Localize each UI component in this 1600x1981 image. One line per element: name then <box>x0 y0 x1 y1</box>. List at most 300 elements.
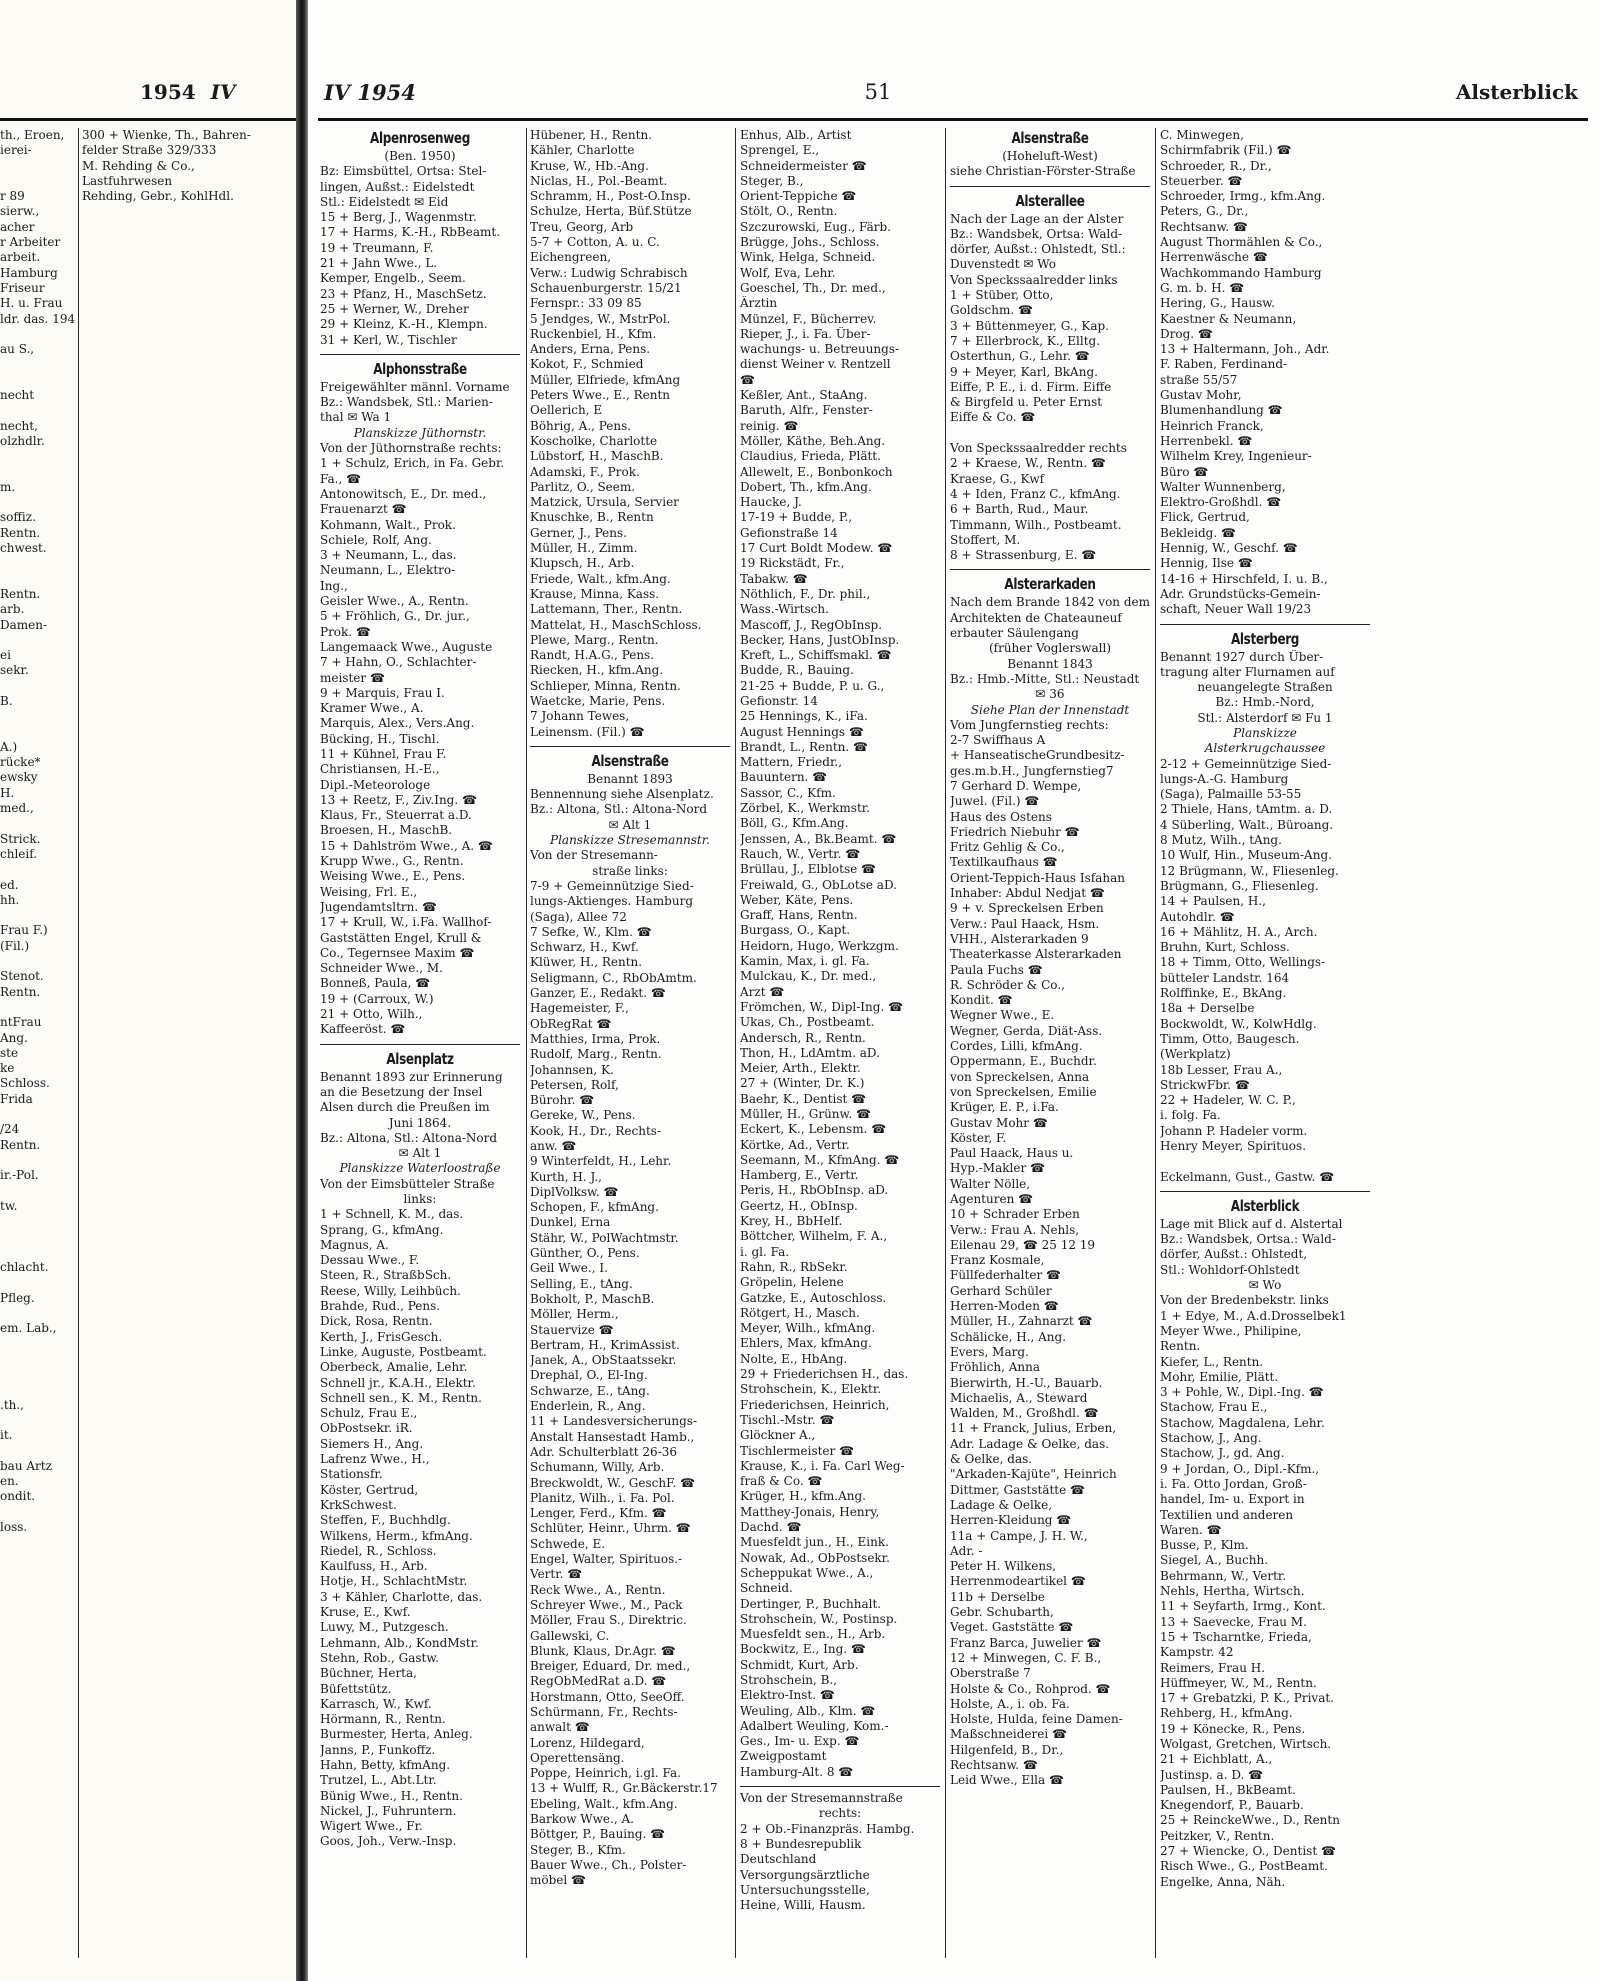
directory-entry: Adalbert Weuling, Kom.- <box>740 1718 889 1733</box>
directory-entry: 5-7 + Cotton, A. u. C. <box>530 235 660 250</box>
directory-entry: Böll, G., Kfm.Ang. <box>740 816 849 831</box>
entry-fragment <box>0 908 76 923</box>
right-page <box>308 0 1600 1981</box>
entry-fragment <box>0 862 76 877</box>
directory-entry: Rechtsanw. ☎ <box>950 1757 1038 1772</box>
directory-entry: Sprang, G., kfmAng. <box>320 1222 444 1237</box>
directory-entry: Randt, H.A.G., Pens. <box>530 648 655 663</box>
directory-entry: Cordes, Lilli, kfmAng. <box>950 1039 1083 1054</box>
entry-fragment: ir.-Pol. <box>0 1168 39 1183</box>
directory-entry: 14 + Paulsen, H., <box>1160 894 1266 909</box>
directory-entry: (Saga), Palmaille 53-55 <box>1160 787 1302 802</box>
entry-fragment: sierw., <box>0 204 40 219</box>
entry-fragment: ondit. <box>0 1489 36 1504</box>
directory-entry: 2 + Kraese, W., Rentn. ☎ <box>950 456 1106 471</box>
directory-entry: 2-7 Swiffhaus A <box>950 733 1046 748</box>
left-column-divider <box>78 128 79 1958</box>
directory-entry: Bertram, H., KrimAssist. <box>530 1337 680 1352</box>
directory-entry: Breckwoldt, W., GeschF. ☎ <box>530 1475 696 1490</box>
entry-fragment: en. <box>0 1474 19 1489</box>
directory-entry: Büro ☎ <box>1160 464 1209 479</box>
directory-entry: Schürmann, Fr., Rechts- <box>530 1704 678 1719</box>
directory-entry: Matzick, Ursula, Servier <box>530 495 679 510</box>
directory-entry: Friede, Walt., kfm.Ang. <box>530 571 671 586</box>
directory-entry: 7 Sefke, W., Klm. ☎ <box>530 924 652 939</box>
directory-entry: Magnus, A. <box>320 1237 389 1252</box>
directory-entry: Co., Tegernsee Maxim ☎ <box>320 945 475 960</box>
directory-entry: Tischl.-Mstr. ☎ <box>740 1412 835 1427</box>
directory-entry: Brügmann, G., Fliesenleg. <box>1160 878 1319 893</box>
directory-entry: Dipl.-Meteorologe <box>320 777 431 792</box>
section-divider <box>530 746 730 747</box>
column-divider <box>945 128 946 1958</box>
directory-entry: Bz.: Hmb.-Mitte, Stl.: Neustadt <box>950 671 1140 686</box>
directory-entry: Schroeder, R., Dr., <box>1160 158 1272 173</box>
directory-entry: Anstalt Hansestadt Hamb., <box>530 1429 695 1444</box>
entry-fragment <box>0 1336 76 1351</box>
entry-fragment <box>0 1183 76 1198</box>
directory-entry: 13 + Wulff, R., Gr.Bäckerstr.17 <box>530 1781 718 1796</box>
directory-entry: Gefionstr. 14 <box>740 693 818 708</box>
directory-entry: i. gl. Fa. <box>740 1244 790 1259</box>
directory-entry: Lattemann, Ther., Rentn. <box>530 602 683 617</box>
directory-entry: Kondit. ☎ <box>950 993 1013 1008</box>
directory-entry: Agenturen ☎ <box>950 1192 1034 1206</box>
plan-reference: Alsterkrugchaussee <box>1204 741 1326 756</box>
directory-entry: möbel ☎ <box>530 1873 586 1888</box>
directory-entry: Brandt, L., Rentn. ☎ <box>740 739 868 754</box>
directory-entry: Kemper, Engelb., Seem. <box>320 271 466 286</box>
directory-entry: Stähr, W., PolWachtmstr. <box>530 1230 679 1245</box>
directory-entry: Prok. ☎ <box>320 624 371 639</box>
directory-entry: Ebeling, Walt., kfm.Ang. <box>530 1796 678 1811</box>
directory-entry: Arzt ☎ <box>740 984 785 999</box>
street-heading: Alsenplatz <box>386 1049 454 1068</box>
left-header-rule <box>0 118 296 121</box>
directory-entry: Orient-Teppiche ☎ <box>740 189 857 204</box>
directory-entry: Busse, P., Klm. <box>1160 1538 1249 1553</box>
directory-entry: Schneid. <box>740 1581 793 1596</box>
directory-entry: Gerner, J., Pens. <box>530 525 627 540</box>
street-info: Stl.: Alsterdorf ✉ Fu 1 <box>1197 710 1333 725</box>
directory-entry: Parlitz, O., Seem. <box>530 479 636 494</box>
directory-entry: Burgass, O., Kapt. <box>740 923 851 938</box>
directory-entry: 1 + Schulz, Erich, in Fa. Gebr. <box>320 456 505 471</box>
directory-entry: Wink, Helga, Schneid. <box>740 250 876 265</box>
directory-entry: Bruhn, Kurt, Schloss. <box>1160 940 1290 955</box>
directory-entry: schaft, Neuer Wall 19/23 <box>1160 602 1312 617</box>
directory-entry: Gatzke, E., Autoschloss. <box>740 1290 887 1305</box>
entry-fragment: H. <box>0 785 15 800</box>
directory-entry: Bz.: Altona, Stl.: Altona-Nord <box>320 1130 498 1145</box>
entry-fragment <box>0 403 76 418</box>
directory-entry: Scheppukat Wwe., A., <box>740 1565 874 1580</box>
directory-entry: Plewe, Marg., Rentn. <box>530 632 659 647</box>
street-info: (Hoheluft-West) <box>1002 149 1098 163</box>
page-number: 51 <box>864 80 892 104</box>
directory-entry: Waetcke, Marie, Pens. <box>530 693 666 708</box>
entry-fragment <box>0 1444 76 1459</box>
directory-entry: Gefionstraße 14 <box>740 525 838 540</box>
entry-fragment: ntFrau <box>0 1015 42 1030</box>
directory-entry: von Spreckelsen, Anna <box>950 1069 1090 1084</box>
directory-entry: dienst Weiner v. Rentzell <box>740 357 891 372</box>
entry-fragment: Stenot. <box>0 969 44 984</box>
directory-entry: ObRegRat ☎ <box>530 1016 612 1031</box>
directory-entry: Von Speckssaalredder rechts <box>950 441 1127 456</box>
directory-entry: Kreft, L., Schiffsmakl. ☎ <box>740 648 892 663</box>
entry-fragment <box>0 174 76 189</box>
directory-entry: erbauter Säulengang <box>950 626 1079 641</box>
street-info: (Ben. 1950) <box>384 149 456 163</box>
directory-entry: Oppermann, E., Buchdr. <box>950 1054 1097 1069</box>
directory-entry: Deutschland <box>740 1852 817 1867</box>
directory-entry: Enderlein, R., Ang. <box>530 1399 646 1414</box>
directory-entry: Trutzel, L., Abt.Ltr. <box>320 1773 437 1788</box>
directory-entry: 15 + Berg, J., Wagenmstr. <box>320 210 477 225</box>
directory-entry: Müller, H., Grünw. ☎ <box>740 1107 871 1121</box>
left-page <box>0 0 296 1981</box>
directory-entry: 21-25 + Budde, P. u. G., <box>740 678 885 693</box>
directory-entry: Rechtsanw. ☎ <box>1160 219 1248 234</box>
directory-entry: (Werkplatz) <box>1160 1047 1231 1062</box>
directory-entry: Heine, Willi, Hausm. <box>740 1898 866 1913</box>
directory-entry: Von der Stresemannstraße <box>740 1791 903 1806</box>
directory-entry: Schwede, E. <box>530 1536 606 1551</box>
directory-entry: 17-19 + Budde, P., <box>740 510 853 525</box>
directory-entry: Friederichsen, Heinrich, <box>740 1397 890 1412</box>
directory-entry: RegObMedRat a.D. ☎ <box>530 1674 667 1689</box>
directory-entry: 25 + Werner, W., Dreher <box>320 301 469 316</box>
directory-entry: Eiffe & Co. ☎ <box>950 410 1036 425</box>
directory-entry: Meyer, Wilh., kfmAng. <box>740 1321 876 1336</box>
directory-entry: an die Besetzung der Insel <box>320 1084 483 1099</box>
directory-entry: Lorenz, Hildegard, <box>530 1735 645 1750</box>
directory-entry: Brahde, Rud., Pens. <box>320 1299 441 1314</box>
entry-fragment: chlacht. <box>0 1259 49 1274</box>
directory-entry: Henry Meyer, Spirituos. <box>1160 1139 1307 1153</box>
directory-entry: Hyp.-Makler ☎ <box>950 1161 1045 1176</box>
directory-entry: handel, Im- u. Export in <box>1160 1492 1305 1507</box>
directory-entry: Schroeder, Irmg., kfm.Ang. <box>1160 189 1326 204</box>
street-heading: Alphonsstraße <box>373 359 467 378</box>
running-head-street: Alsterblick <box>1455 80 1578 104</box>
directory-entry: Lübstorf, H., MaschB. <box>530 449 664 464</box>
directory-entry: Schwarz, H., Kwf. <box>530 940 639 955</box>
directory-entry: 4 Süberling, Walt., Büroang. <box>1160 817 1334 832</box>
directory-entry: 10 + Schrader Erben <box>950 1207 1080 1222</box>
directory-entry: Engelke, Anna, Näh. <box>1160 1874 1286 1889</box>
directory-entry: 11 + Landesversicherungs- <box>530 1414 697 1429</box>
directory-entry: Gerhard Schüler <box>950 1283 1052 1298</box>
directory-entry: Hübener, H., Rentn. <box>530 128 652 142</box>
directory-entry: Kramer Wwe., A. <box>320 701 424 716</box>
directory-entry: Matthies, Irma, Prok. <box>530 1031 661 1046</box>
directory-entry: Krüger, H., kfm.Ang. <box>740 1489 866 1504</box>
directory-entry: Architekten de Chateauneuf <box>950 610 1122 625</box>
entry-fragment: soffiz. <box>0 510 36 525</box>
directory-entry: Gustav Mohr, <box>1160 388 1242 403</box>
directory-entry: Bz.: Altona, Stl.: Altona-Nord <box>530 802 708 817</box>
directory-entry: bütteler Landstr. 164 <box>1160 970 1290 985</box>
entry-fragment <box>0 1352 76 1367</box>
directory-entry: Engel, Walter, Spirituos.- <box>530 1552 683 1567</box>
directory-entry: Lage mit Blick auf d. Alstertal <box>1160 1216 1343 1231</box>
directory-entry: 7 Gerhard D. Wempe, <box>950 778 1082 793</box>
directory-entry: VHH., Alsterarkaden 9 <box>950 931 1089 946</box>
directory-entry: Bonneß, Paula, ☎ <box>320 976 431 991</box>
directory-entry: lungs-Aktienges. Hamburg <box>530 894 694 909</box>
entry-fragment: /24 <box>0 1122 20 1137</box>
entry-fragment: Rentn. <box>0 984 41 999</box>
directory-entry: Duvenstedt ✉ Wo <box>950 257 1056 272</box>
directory-entry: August Hennings ☎ <box>740 724 864 739</box>
directory-entry: Antonowitsch, E., Dr. med., <box>320 486 487 501</box>
directory-entry: Rolffinke, E., BkAng. <box>1160 986 1287 1001</box>
directory-entry: Tischlermeister ☎ <box>740 1443 855 1458</box>
directory-entry: Schreyer Wwe., M., Pack <box>530 1597 683 1612</box>
directory-entry: "Arkaden-Kajüte", Heinrich <box>950 1467 1117 1482</box>
directory-entry: Bz.: Wandsbek, Stl.: Marien- <box>320 395 493 410</box>
street-heading: Alsterallee <box>1015 191 1085 210</box>
directory-entry: Juwel. (Fil.) ☎ <box>950 794 1040 809</box>
directory-entry: Timm, Otto, Baugesch. <box>1160 1031 1300 1046</box>
directory-entry: anwalt ☎ <box>530 1720 590 1735</box>
directory-entry: Janek, A., ObStaatssekr. <box>530 1353 677 1368</box>
directory-entry: Selling, E., tAng. <box>530 1276 633 1291</box>
directory-entry: Geertz, H., ObInsp. <box>740 1198 858 1213</box>
directory-entry: Vom Jungfernstieg rechts: <box>950 717 1109 732</box>
directory-entry: Untersuchungsstelle, <box>740 1882 870 1897</box>
directory-entry: Baehr, K., Dentist ☎ <box>740 1091 867 1106</box>
directory-entry: Haus des Ostens <box>950 809 1052 824</box>
entry-fragment: tw. <box>0 1198 18 1213</box>
directory-entry: dörfer, Außst.: Ohlstedt, Stl.: <box>950 242 1126 257</box>
street-info: Bz.: Hmb.-Nord, <box>1215 695 1315 710</box>
directory-entry: Zweigpostamt <box>740 1749 827 1764</box>
directory-entry: Rehberg, H., kfmAng. <box>1160 1706 1293 1721</box>
directory-entry: Stachow, Magdalena, Lehr. <box>1160 1415 1325 1430</box>
directory-entry: Weising, Frl. E., <box>320 884 418 899</box>
directory-entry: Paula Fuchs ☎ <box>950 962 1043 977</box>
entry-fragment <box>0 1107 76 1122</box>
directory-entry: Inhaber: Abdul Nedjat ☎ <box>950 886 1105 901</box>
directory-entry: Kähler, Charlotte <box>530 143 635 158</box>
directory-entry: Schneidermeister ☎ <box>740 158 867 173</box>
plan-reference: Planskizze Stresemannstr. <box>550 833 710 848</box>
directory-entry: Kiefer, L., Rentn. <box>1160 1354 1264 1369</box>
directory-entry: Schirmfabrik (Fil.) ☎ <box>1160 143 1292 158</box>
left-header-volume: IV <box>210 80 236 104</box>
directory-entry: Geisler Wwe., A., Rentn. <box>320 594 469 609</box>
directory-entry: Becker, Hans, JustObInsp. <box>740 632 900 647</box>
directory-entry: 14-16 + Hirschfeld, I. u. B., <box>1160 571 1328 586</box>
directory-entry: 13 + Reetz, F., Ziv.Ing. ☎ <box>320 792 477 807</box>
directory-entry: Bz.: Wandsbek, Ortsa: Wald- <box>950 226 1123 241</box>
entry-fragment <box>0 1505 76 1520</box>
section-divider <box>740 1786 940 1787</box>
directory-entry: Vertr. ☎ <box>530 1567 583 1582</box>
directory-entry: Krey, H., BbHelf. <box>740 1214 843 1229</box>
left-column-fragment <box>0 128 76 1535</box>
directory-entry: 5 + Fröhlich, G., Dr. jur., <box>320 609 470 624</box>
directory-entry: thal ✉ Wa 1 <box>320 410 392 425</box>
directory-entry: Schulze, Herta, Büf.Stütze <box>530 204 692 219</box>
directory-entry: 9 Winterfeldt, H., Lehr. <box>530 1154 672 1169</box>
directory-entry: Verw.: Ludwig Schrabisch <box>530 265 688 280</box>
entry-fragment <box>0 1214 76 1229</box>
entry-fragment <box>0 1229 76 1244</box>
directory-column-3 <box>740 128 940 1913</box>
directory-entry: Elektro-Großhdl. ☎ <box>1160 495 1282 510</box>
entry-fragment <box>0 327 76 342</box>
directory-entry: Peris, H., RbObInsp. aD. <box>740 1183 889 1198</box>
directory-entry: 27 + Wiencke, O., Dentist ☎ <box>1160 1844 1336 1859</box>
directory-entry: Günther, O., Pens. <box>530 1246 640 1261</box>
directory-entry: Geil Wwe., I. <box>530 1261 608 1276</box>
section-divider <box>1160 624 1370 625</box>
directory-entry: Klüwer, H., Rentn. <box>530 955 643 970</box>
directory-entry: Kook, H., Dr., Rechts- <box>530 1123 662 1138</box>
directory-entry: tragung alter Flurnamen auf <box>1160 664 1335 679</box>
directory-entry: lingen, Außst.: Eidelstedt <box>320 179 475 194</box>
directory-entry: KrkSchwest. <box>320 1497 397 1512</box>
entry-fragment <box>0 725 76 740</box>
directory-entry: Osterthun, G., Lehr. ☎ <box>950 349 1090 364</box>
directory-entry: 7 + Ellerbrock, K., Elltg. <box>950 333 1101 348</box>
plan-reference: Planskizze Jüthornstr. <box>353 425 487 440</box>
directory-entry: Weber, Käte, Pens. <box>740 892 854 907</box>
directory-entry: 19 + Könecke, R., Pens. <box>1160 1721 1306 1736</box>
directory-entry: Poppe, Heinrich, i.gl. Fa. <box>530 1766 681 1781</box>
directory-entry: Kaffeeröst. ☎ <box>320 1022 406 1037</box>
directory-entry: August Thormählen & Co., <box>1160 235 1323 250</box>
directory-entry: Stachow, Frau E., <box>1160 1400 1268 1415</box>
street-info: ✉ Wo <box>1248 1278 1282 1293</box>
directory-entry: Klupsch, H., Arb. <box>530 556 635 571</box>
directory-entry: Möller, Herm., <box>530 1307 619 1322</box>
directory-entry: Kohmann, Walt., Prok. <box>320 517 456 532</box>
directory-entry: Dessau Wwe., F. <box>320 1253 420 1268</box>
directory-entry: Bauer Wwe., Ch., Polster- <box>530 1857 687 1872</box>
directory-entry: 21 + Otto, Wilh., <box>320 1007 423 1022</box>
street-info: ✉ Alt 1 <box>398 1146 442 1161</box>
street-heading: Alsenstraße <box>591 751 669 770</box>
directory-entry: straße 55/57 <box>1160 372 1238 387</box>
directory-entry: Blumenhandlung ☎ <box>1160 403 1283 418</box>
entry-fragment: m. <box>0 479 16 494</box>
directory-entry: Müller, H., Zimm. <box>530 541 638 556</box>
street-info: straße links: <box>592 863 668 878</box>
directory-entry: Elektro-Inst. ☎ <box>740 1688 835 1703</box>
directory-entry: Timmann, Wilh., Postbeamt. <box>950 517 1122 532</box>
directory-entry: 2-12 + Gemeinnützige Sied- <box>1160 756 1332 771</box>
directory-entry: Schälicke, H., Ang. <box>950 1329 1067 1344</box>
directory-entry: Schlieper, Minna, Rentn. <box>530 678 681 693</box>
directory-entry: Graff, Hans, Rentn. <box>740 908 858 923</box>
directory-entry: 7 Johann Tewes, <box>530 709 630 724</box>
directory-entry: Krause, Minna, Kass. <box>530 586 660 601</box>
directory-entry: Christiansen, H.-E., <box>320 762 440 777</box>
directory-entry: Wegner Wwe., E. <box>950 1008 1055 1023</box>
directory-entry: Leinensm. (Fil.) ☎ <box>530 724 645 739</box>
directory-entry: Hotje, H., SchlachtMstr. <box>320 1574 468 1589</box>
entry-fragment: Friseur <box>0 280 45 295</box>
directory-entry: Muesfeldt jun., H., Eink. <box>740 1535 889 1550</box>
directory-entry: Holste, A., i. ob. Fa. <box>950 1696 1070 1711</box>
entry-fragment: acher <box>0 219 35 234</box>
directory-entry: Riedel, R., Schloss. <box>320 1543 437 1558</box>
entry-fragment <box>0 449 76 464</box>
directory-entry: Körtke, Ad., Vertr. <box>740 1137 850 1152</box>
directory-entry: dörfer, Außst.: Ohlstedt, <box>1160 1247 1308 1262</box>
directory-entry: Rauch, W., Vertr. ☎ <box>740 846 861 861</box>
directory-entry: Textilien und anderen <box>1160 1507 1294 1522</box>
directory-entry: Walter Wunnenberg, <box>1160 479 1286 494</box>
directory-entry: Ing., <box>320 578 348 593</box>
directory-entry: Dunkel, Erna <box>530 1215 611 1230</box>
directory-entry: Dertinger, P., Buchhalt. <box>740 1596 882 1611</box>
directory-entry: Goeschel, Th., Dr. med., <box>740 280 886 295</box>
directory-entry: Stl.: Wohldorf-Ohlstedt <box>1160 1262 1300 1277</box>
directory-entry: Schmidt, Kurt, Arb. <box>740 1657 859 1672</box>
entry-fragment <box>0 159 76 174</box>
directory-entry: Bekleidg. ☎ <box>1160 525 1236 540</box>
directory-entry: Verw.: Paul Haack, Hsm. <box>950 916 1100 931</box>
street-info: Juni 1864. <box>388 1115 452 1130</box>
entry-fragment: r Arbeiter <box>0 235 61 250</box>
entry-fragment: olzhdlr. <box>0 433 45 448</box>
directory-entry: DiplVolksw. ☎ <box>530 1184 619 1199</box>
directory-entry: 21 + Jahn Wwe., L. <box>320 256 438 271</box>
directory-entry: Nach der Lage an der Alster <box>950 211 1124 226</box>
directory-entry: Anders, Erna, Pens. <box>530 342 651 357</box>
directory-entry: Theaterkasse Alsterarkaden <box>950 947 1122 962</box>
directory-entry: Dobert, Th., kfm.Ang. <box>740 479 872 494</box>
entry-fragment <box>0 357 76 372</box>
directory-entry: Steuerber. ☎ <box>1160 173 1243 188</box>
directory-entry: Möller, Frau S., Direktric. <box>530 1613 687 1628</box>
directory-entry: Strohschein, B., <box>740 1672 838 1687</box>
directory-entry: Hamburg-Alt. 8 ☎ <box>740 1764 854 1779</box>
directory-entry: Herren-Moden ☎ <box>950 1299 1059 1314</box>
directory-entry: Gaststätten Engel, Krull & <box>320 930 482 945</box>
directory-entry: Mulckau, K., Dr. med., <box>740 969 877 984</box>
directory-entry: Böttcher, Wilhelm, F. A., <box>740 1229 888 1244</box>
directory-entry: Weuling, Alb., Klm. ☎ <box>740 1703 876 1718</box>
directory-entry: 23 + Pfanz, H., MaschSetz. <box>320 286 487 301</box>
entry-fragment: chwest. <box>0 541 47 556</box>
section-divider <box>950 186 1150 187</box>
directory-entry: Herrenmodeartikel ☎ <box>950 1574 1086 1589</box>
directory-entry: Wass.-Wirtsch. <box>740 602 829 617</box>
directory-entry: & Oelke, das. <box>950 1452 1033 1467</box>
directory-entry: 1 + Schnell, K. M., das. <box>320 1207 464 1222</box>
entry-fragment: arbeit. <box>0 250 41 265</box>
directory-entry: felder Straße 329/333 <box>82 143 217 158</box>
entry-fragment: it. <box>0 1428 13 1443</box>
directory-entry: meister ☎ <box>320 670 385 685</box>
directory-entry: Bz.: Wandsbek, Ortsa.: Wald- <box>1160 1232 1336 1247</box>
directory-entry: Freigewählter männl. Vorname <box>320 379 510 394</box>
directory-entry: 9 + Marquis, Frau I. <box>320 685 445 700</box>
directory-entry: Glöckner A., <box>740 1428 816 1443</box>
directory-entry: 3 + Pohle, W., Dipl.-Ing. ☎ <box>1160 1385 1324 1400</box>
directory-entry: M. Rehding & Co., <box>82 158 195 173</box>
directory-entry: Fritz Gehlig & Co., <box>950 840 1065 855</box>
left-column-entries <box>82 128 292 204</box>
entry-fragment: necht, <box>0 418 38 433</box>
